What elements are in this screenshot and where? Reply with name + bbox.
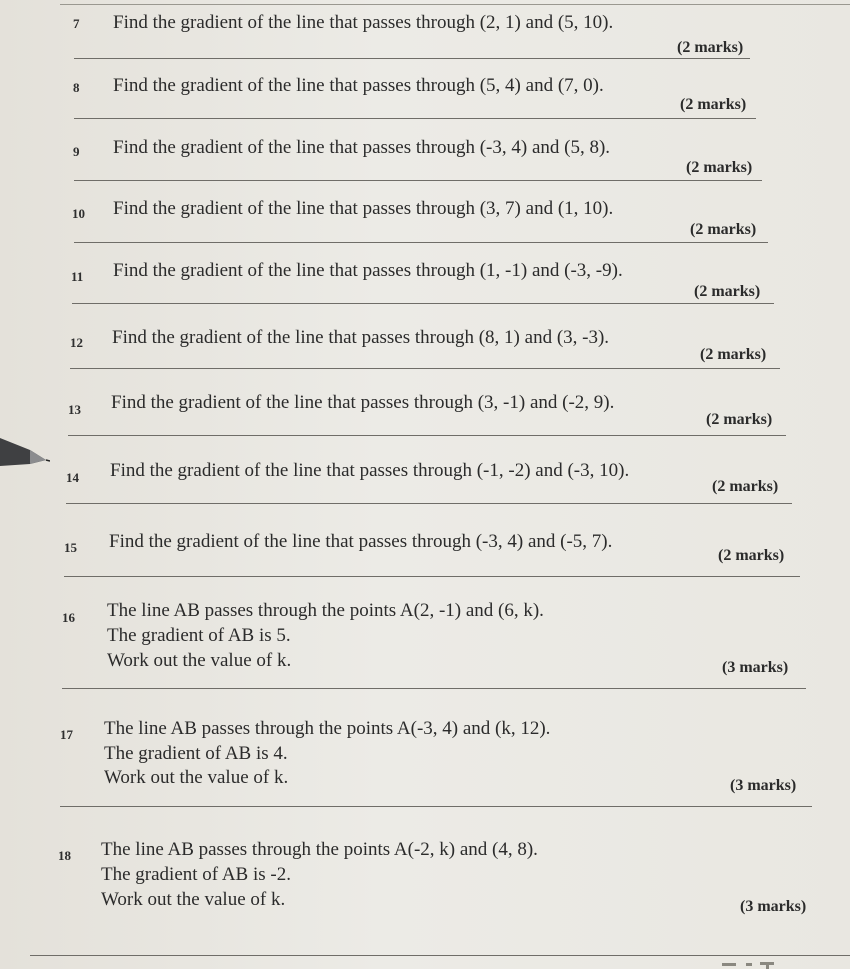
marks-label: (2 marks) (712, 478, 779, 495)
answer-rule (74, 242, 768, 243)
question-number: 11 (71, 269, 84, 284)
question-text: Find the gradient of the line that passes through (2, 1) and (5, 10). (113, 12, 614, 33)
question-text: Find the gradient of the line that passes through (5, 4) and (7, 0). (113, 75, 604, 96)
marks-label: (2 marks) (694, 283, 761, 300)
question-number: 13 (68, 402, 81, 417)
marks-label: (3 marks) (740, 898, 807, 915)
question-text-line-2: The gradient of AB is -2. (101, 864, 291, 885)
marks-label: (2 marks) (718, 547, 785, 564)
question-text: Find the gradient of the line that passes through (3, -1) and (-2, 9). (111, 392, 615, 413)
answer-rule (62, 688, 806, 689)
answer-rule (74, 58, 750, 59)
question-number: 7 (73, 16, 80, 31)
question-text-line-2: The gradient of AB is 4. (104, 743, 288, 764)
question-text: Find the gradient of the line that passes through (-3, 4) and (-5, 7). (109, 531, 613, 552)
marks-label: (2 marks) (700, 346, 767, 363)
answer-rule (70, 368, 780, 369)
answer-rule (72, 303, 774, 304)
marks-label: (2 marks) (690, 221, 757, 238)
question-text-line-3: Work out the value of k. (107, 650, 292, 671)
question-text: Find the gradient of the line that passes through (1, -1) and (-3, -9). (113, 260, 623, 281)
question-number: 16 (62, 610, 75, 625)
question-number: 10 (72, 206, 85, 221)
question-number: 15 (64, 540, 77, 555)
marks-label: (2 marks) (686, 159, 753, 176)
answer-rule (68, 435, 786, 436)
marks-label: (2 marks) (706, 411, 773, 428)
question-text: Find the gradient of the line that passes through (3, 7) and (1, 10). (113, 198, 614, 219)
question-number: 12 (70, 335, 83, 350)
answer-rule (74, 180, 762, 181)
answer-rule (66, 503, 792, 504)
question-number: 14 (66, 470, 79, 485)
question-text-line-1: The line AB passes through the points A(-2, k) and (4, 8). (101, 839, 538, 860)
pen-tip-icon (0, 420, 50, 478)
question-text-line-1: The line AB passes through the points A(2, -1) and (6, k). (107, 600, 544, 621)
question-text: Find the gradient of the line that passes through (-1, -2) and (-3, 10). (110, 460, 630, 481)
top-border-line (60, 4, 850, 5)
question-text-line-1: The line AB passes through the points A(-3, 4) and (k, 12). (104, 718, 551, 739)
question-number: 18 (58, 848, 71, 863)
question-text: Find the gradient of the line that passes through (-3, 4) and (5, 8). (113, 137, 611, 158)
answer-rule (74, 118, 756, 119)
question-number: 8 (73, 80, 80, 95)
marks-label: (2 marks) (680, 96, 747, 113)
question-number: 9 (73, 144, 80, 159)
marks-label: (3 marks) (722, 659, 789, 676)
marks-label: (3 marks) (730, 777, 797, 794)
marks-label: (2 marks) (677, 39, 744, 56)
question-text: Find the gradient of the line that passes through (8, 1) and (3, -3). (112, 327, 610, 348)
question-text-line-3: Work out the value of k. (101, 889, 286, 910)
question-text-line-2: The gradient of AB is 5. (107, 625, 291, 646)
question-text-line-3: Work out the value of k. (104, 767, 289, 788)
torn-print-fragment-icon (720, 953, 790, 969)
answer-rule (60, 806, 812, 807)
answer-rule (64, 576, 800, 577)
question-number: 17 (60, 727, 73, 742)
